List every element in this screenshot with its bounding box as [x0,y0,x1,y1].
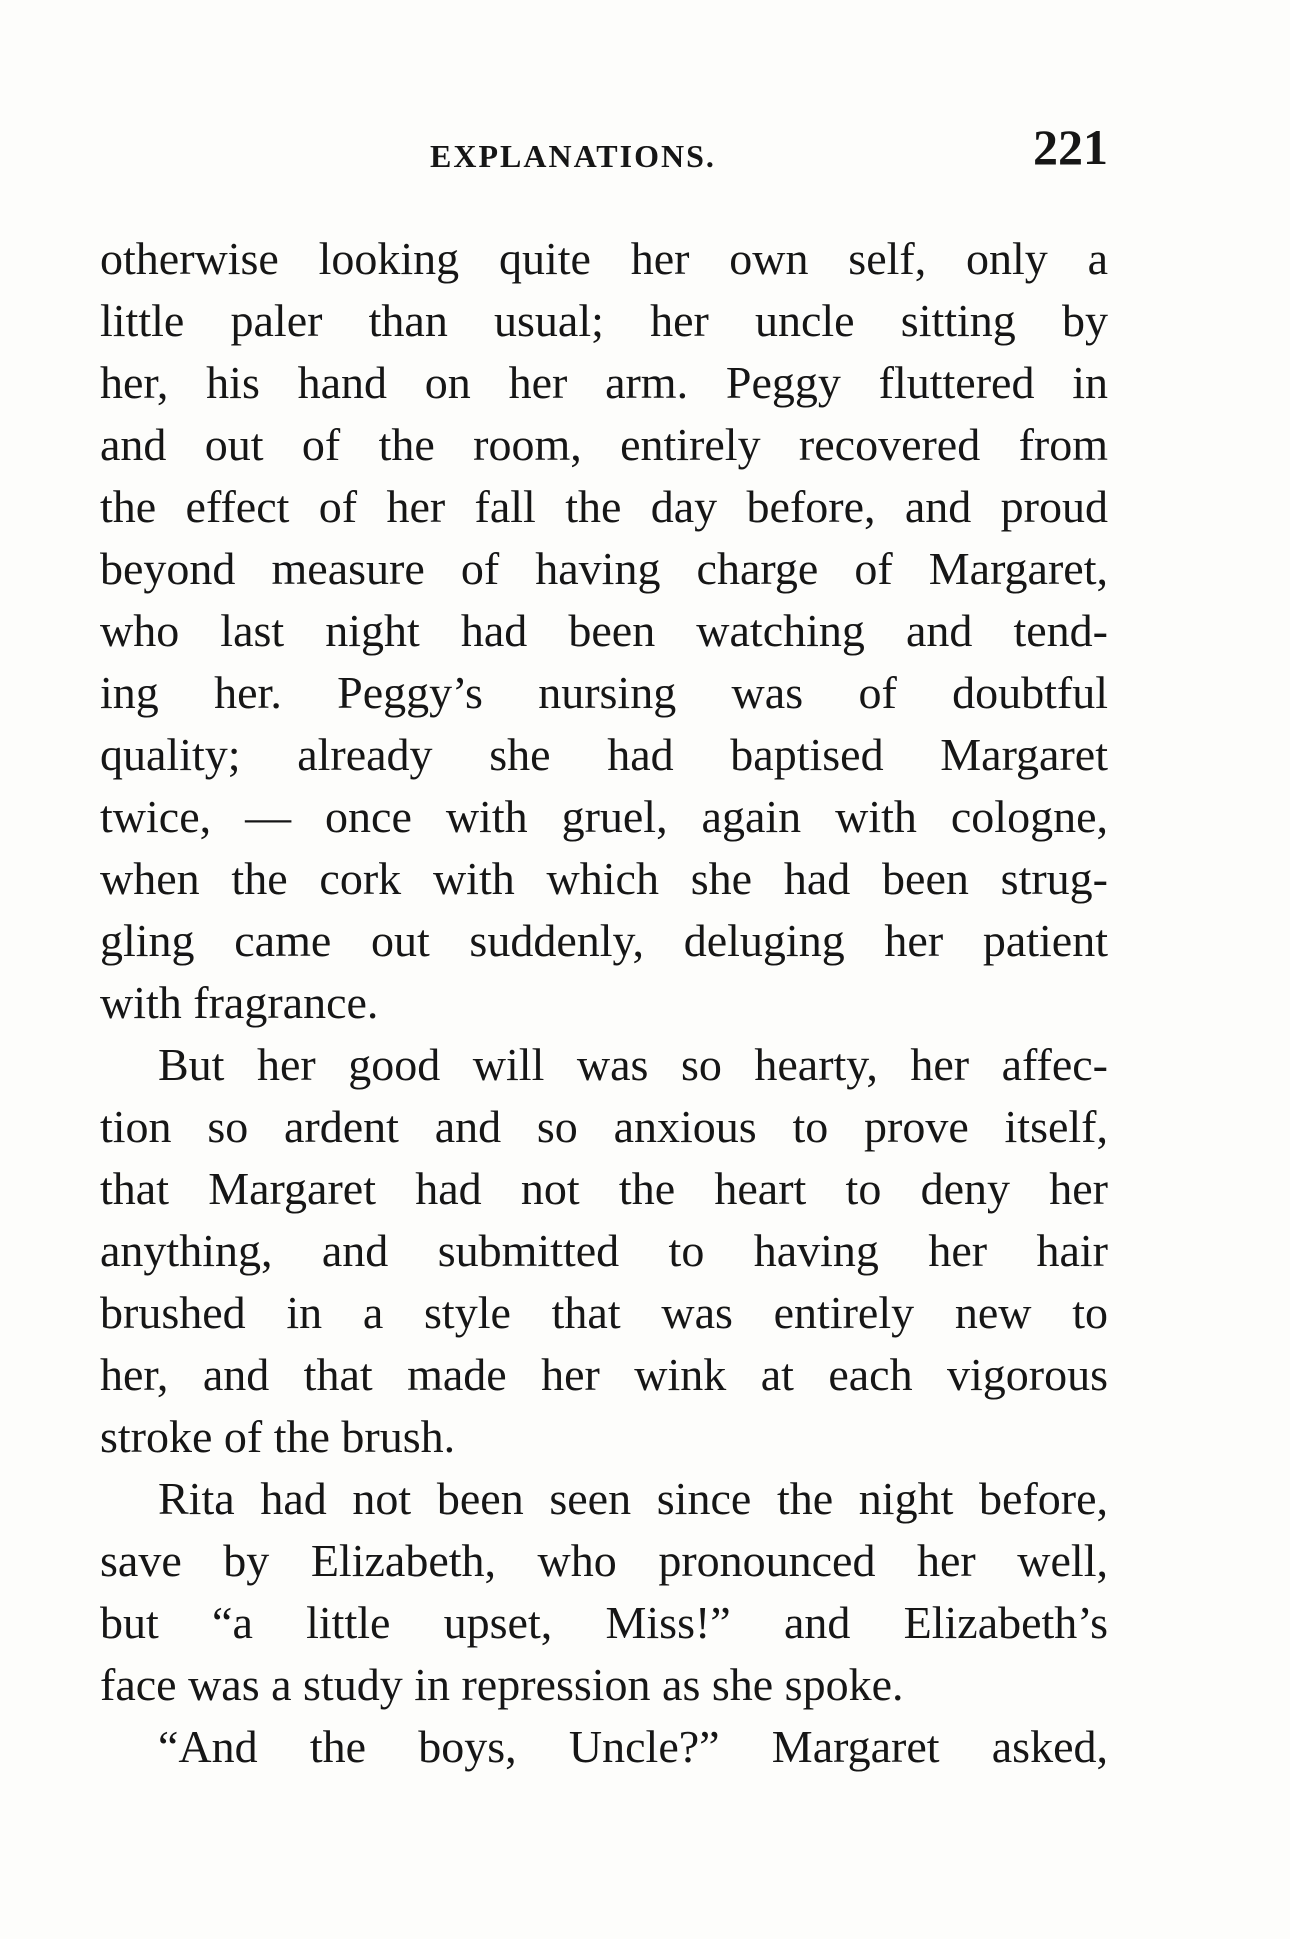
running-head [100,118,1108,178]
text-line: little paler than usual; her uncle sitting by [100,295,1108,346]
page-number: 221 [1033,119,1108,175]
text-line: her, his hand on her arm. Peggy fluttered in [100,357,1108,408]
text-line: brushed in a style that was entirely new to [100,1287,1108,1338]
text-line: quality; already she had baptised Margaret [100,729,1108,780]
text-line: and out of the room, entirely recovered from [100,419,1108,470]
body-text [100,228,1108,1778]
text-line: when the cork with which she had been strug- [100,853,1108,904]
text-line: beyond measure of having charge of Margaret, [100,543,1108,594]
text-line: “And the boys, Uncle?” Margaret asked, [158,1721,1108,1772]
text-line: tion so ardent and so anxious to prove itself, [100,1101,1108,1152]
text-line: the effect of her fall the day before, and proud [100,481,1108,532]
running-title: EXPLANATIONS. [430,138,716,174]
text-line: with fragrance. [100,977,379,1028]
text-line: anything, and submitted to having her hair [100,1225,1108,1276]
text-line: ing her. Peggy’s nursing was of doubtful [100,667,1108,718]
text-line: But her good will was so hearty, her affec- [158,1039,1108,1090]
text-line: her, and that made her wink at each vigorous [100,1349,1108,1400]
text-line: save by Elizabeth, who pronounced her well, [100,1535,1108,1586]
text-line: face was a study in repression as she spoke. [100,1659,904,1710]
text-line: otherwise looking quite her own self, only a [100,233,1108,284]
text-line: but “a little upset, Miss!” and Elizabeth’s [100,1597,1108,1648]
text-line: twice, — once with gruel, again with cologne, [100,791,1108,842]
text-line: stroke of the brush. [100,1411,456,1462]
text-line: that Margaret had not the heart to deny her [100,1163,1108,1214]
text-line: gling came out suddenly, deluging her patient [100,915,1108,966]
text-line: Rita had not been seen since the night before, [158,1473,1108,1524]
text-line: who last night had been watching and tend- [100,605,1108,656]
